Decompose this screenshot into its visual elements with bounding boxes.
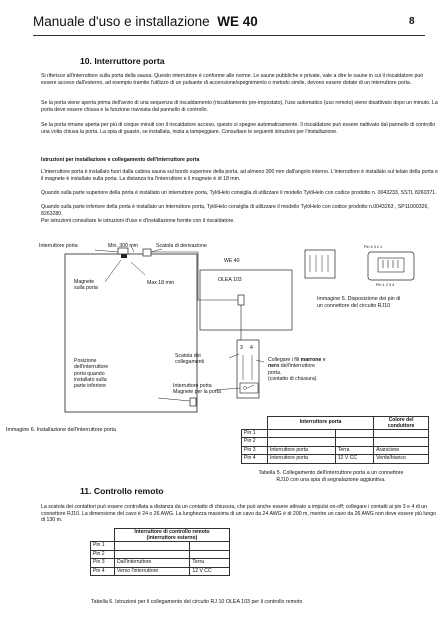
connect-text-e: dell'interruttore porta. (contatto di chiusura) (268, 363, 317, 382)
figure-6-caption: Immagine 6. Installazione dell'interruttore porta (6, 427, 116, 433)
section-10-paragraph-6: Quando sulla parte inferiore della porta è installato un interruttore porta, TylöHelo consiglia di utilizzare il modello TylöHelo con codice prodotto n.0043263 , SP11000326, 8263280. (41, 204, 429, 217)
table-cell (374, 438, 429, 446)
table-6-caption: Tabella 6. Istruzioni per il collegamento del circuito RJ 10 OLEA 103 per il controllo remoto (91, 599, 303, 605)
install-subtitle: Istruzioni per installazione e collegamento dell'interruttore porta (41, 157, 200, 163)
section-10-paragraph-4: L'interruttore porta è installato fuori dalla cabina sauna sul bordo superiore della porta, ad almeno 300 mm dall'angolo interno. L'interruttore è installato sul telaio della porta e il magnete è installato sulla porta. La distanza tra l'interruttore e il magnete è di 18 mm. (41, 169, 438, 182)
table-cell: Verde/bianco (374, 455, 429, 463)
section-11-title: 11. Controllo remoto (80, 486, 164, 496)
table-cell: Pin 3 (242, 446, 268, 454)
table-row (242, 430, 429, 438)
table-cell: Pin 2 (242, 438, 268, 446)
connect-text-a: Collegare i fili (268, 357, 301, 363)
table-cell: Pin 4 (242, 455, 268, 463)
page-number: 8 (409, 16, 415, 27)
section-10-paragraph-7: Per istruzioni consultare le istruzioni d'uso e d'installazione fornite con il riscaldatore. (41, 218, 235, 224)
table-cell: Verso l'interruttore (115, 567, 190, 575)
label-bottom-position: Posizione dell'interruttore porta quando installato sulla parte inferiore (74, 358, 109, 390)
label-terminal-box: Scatola dei collegamenti (175, 353, 205, 366)
table-cell: Pin 2 (91, 550, 115, 558)
table-row (91, 567, 230, 575)
rj10-pin-order-top: Pin 4 3 2 1 (364, 245, 383, 249)
table-6-header: Interruttore di controllo remoto (interruttore esterno) (115, 529, 230, 542)
table-cell (374, 430, 429, 438)
figure-5-caption: Immagine 5. Disposizione dei pin di un connettore del circuito RJ10 (317, 296, 401, 309)
header-title-model: WE 40 (217, 14, 258, 29)
bottom-switch-shape (190, 398, 196, 406)
table-cell: Terra (190, 559, 230, 567)
connect-text-black: nero (268, 363, 280, 370)
table-cell: Interruttore porta (268, 455, 336, 463)
label-connect-wires (268, 357, 358, 382)
rj10-side-view (305, 250, 335, 278)
label-we40: WE 40 (224, 258, 240, 264)
table-5-caption: Tabella 5. Collegamento dell'interruttore porta a un connettore RJ10 con una spia di segnalazione aggiuntiva. (258, 470, 404, 483)
table-cell: Arancione (374, 446, 429, 454)
label-magnet: Magnete sulla porta (74, 279, 98, 292)
table-cell: Terra (335, 446, 373, 454)
table-cell (115, 542, 190, 550)
table-cell: Pin 1 (91, 542, 115, 550)
label-olea-103: OLEA 103 (218, 277, 242, 283)
rj10-pin-order-bottom: Pin 1 2 3 4 (376, 283, 395, 287)
table-cell (268, 438, 336, 446)
table-cell: Pin 3 (91, 559, 115, 567)
section-10-paragraph-5: Quando sulla parte superiore della porta è installato un interruttore porta, TylöHelo consiglia di utilizzare il modello TylöHelo con codice prodotto n. 0043233, SSTL 8260371. (41, 190, 437, 196)
connect-text-c: e (321, 357, 326, 363)
table-cell (335, 430, 373, 438)
table-row (242, 438, 429, 446)
table-6 (90, 528, 230, 576)
section-11-paragraph-1: La scatola dei contattori può essere controllata a distanza da un contatto di chiusura, che può anche essere attivato a impulsi on-off; collegare i contatti ai pin 3 e 4 di un connettore RJ10. La dimensione del cavo è 24 o 26 AWG. La lunghezza massima di un cavo da 24 AWG è di 200 m, mentre un cavo da 26 AWG non deve essere più lungo di 130 m. (41, 504, 437, 524)
table-cell: Interruttore porta (268, 446, 336, 454)
table-row (242, 446, 429, 454)
header-title-plain: Manuale d'uso e installazione (33, 14, 210, 29)
table-5 (241, 416, 429, 464)
table-cell: Pin 4 (91, 567, 115, 575)
table-row (91, 550, 230, 558)
label-junction-box: Scatola di derivazione (156, 243, 207, 249)
table-cell (335, 438, 373, 446)
connect-text-brown: marrone (300, 357, 322, 363)
table-cell: 12 V CC (335, 455, 373, 463)
label-door-switch: Interruttore porta (39, 243, 78, 249)
table-cell (190, 550, 230, 558)
table-cell (268, 430, 336, 438)
junction-box-shape (143, 249, 151, 256)
table-row (242, 455, 429, 463)
terminal-4-label: 4 (250, 345, 253, 351)
table-row (91, 542, 230, 550)
rj10-front-view (368, 252, 414, 280)
magnet-shape (121, 254, 127, 258)
label-min-distance: Min. 300 mm (108, 243, 138, 249)
section-10-paragraph-1: Si riferisce all'interruttore sulla porta della sauna. Questo interruttore è conforme alle norme. Le saune pubbliche e private, vale a dire le saune in cui il riscaldatore può essere acceso dall'esterno, ad esempio tramite l'utilizzo di un pulsante di accensione/spegnimento o metodo simile, devono essere dotate di un interruttore porta. (41, 73, 424, 86)
table-cell: Pin 1 (242, 430, 268, 438)
label-switch-magnet: Interruttore porta Magnete per la porta (173, 383, 221, 396)
table-row (91, 559, 230, 567)
terminal-3-label: 3 (240, 345, 243, 351)
table-cell: 12 V CC (190, 567, 230, 575)
table-cell: Dall'interruttore (115, 559, 190, 567)
section-10-title: 10. Interruttore porta (80, 56, 165, 66)
section-10-paragraph-3: Se la porta rimane aperta per più di cinque minuti con il riscaldatore acceso, questo si spegne automaticamente. Il riscaldatore può essere riattivato dal pannello di controllo una volta chiusa la porta. La spia di guasto, se installata, inizia a lampeggiare. Consultare le seguenti istruzioni per l'installazione. (41, 122, 436, 135)
section-10-paragraph-2: Se la porta viene aperta prima dell'avvio di una sequenza di riscaldamento (riscaldamento pre-impostato), l'uso automatico (uso remoto) viene disattivato dopo un minuto. La porta deve essere chiusa e la funzione riavviata dal pannello di controllo. (41, 100, 438, 113)
table-cell (115, 550, 190, 558)
table-cell (190, 542, 230, 550)
table-5-header-color: Colore del conduttore (374, 417, 429, 430)
label-max-distance: Max 18 mm (147, 280, 175, 286)
table-5-header-switch: Interruttore porta (268, 417, 374, 430)
